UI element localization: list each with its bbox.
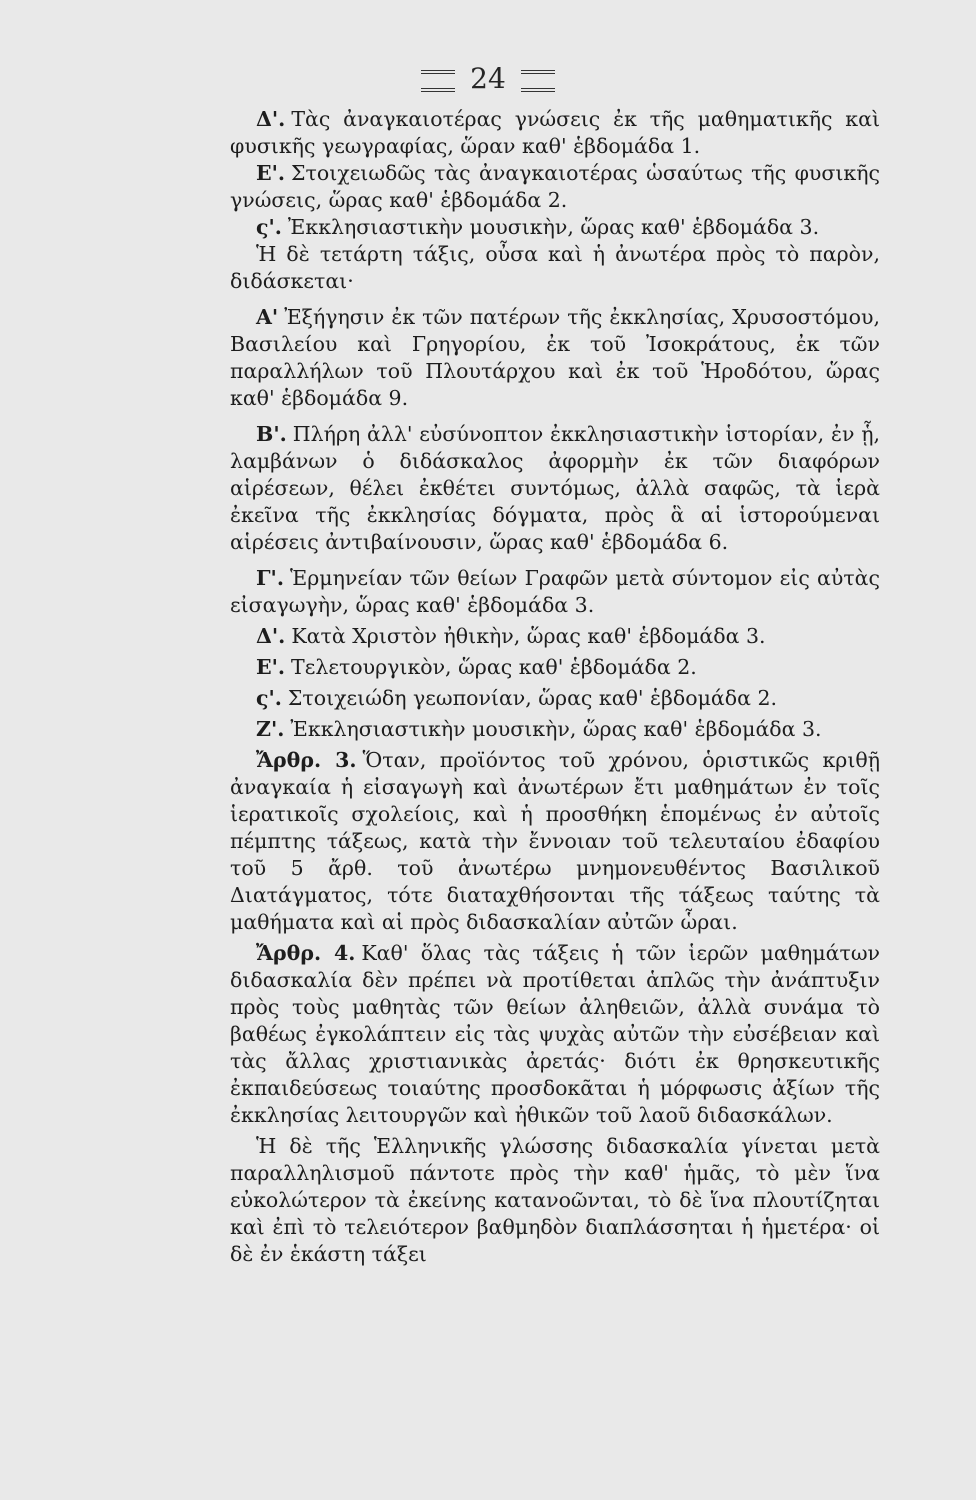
paragraph-label: ς'. xyxy=(256,215,282,239)
paragraph xyxy=(230,214,880,241)
page-number: 24 xyxy=(470,62,506,95)
paragraph-label: Δ'. xyxy=(256,624,286,648)
paragraph-text: Τὰς ἀναγκαιοτέρας γνώσεις ἐκ τῆς μαθηματικῆς καὶ φυσικῆς γεωγραφίας, ὥραν καθ' ἑβδομάδα 1. xyxy=(230,107,880,158)
paragraph-text: Ὅταν, προϊόντος τοῦ χρόνου, ὁριστικῶς κριθῇ ἀναγκαία ἡ εἰσαγωγὴ καὶ ἀνωτέρων ἔτι μαθημάτων ἐν τοῖς ἱερατικοῖς σχολείοις, καὶ ἡ προσθήκη ἑπομένως ἐν αὐτοῖς πέμπτης τάξεως, κατὰ τὴν ἔννοιαν τοῦ τελευταίου ἐδαφίου τοῦ 5 ἄρθ. τοῦ ἀνωτέρω μνημονευθέντος Βασιλικοῦ Διατάγματος, τότε διαταχθήσονται τῆς τάξεως ταύτης τὰ μαθήματα καὶ αἱ πρὸς διδασκαλίαν αὐτῶν ὧραι. xyxy=(230,748,880,934)
header-ornament-left xyxy=(421,70,455,92)
paragraph xyxy=(230,654,880,681)
paragraph-label: Γ'. xyxy=(256,566,284,590)
paragraph xyxy=(230,565,880,619)
paragraph-label: Ε'. xyxy=(256,161,286,185)
paragraph-label: Ἄρθρ. 4. xyxy=(256,941,356,965)
paragraph xyxy=(230,421,880,556)
paragraph xyxy=(230,160,880,214)
paragraph-text: Στοιχειώδη γεωπονίαν, ὥρας καθ' ἑβδομάδα 2. xyxy=(287,686,778,710)
body-text xyxy=(230,106,880,1268)
paragraph-label: Ἄρθρ. 3. xyxy=(256,748,357,772)
paragraph-text: Ἡ δὲ τετάρτη τάξις, οὖσα καὶ ἡ ἀνωτέρα πρὸς τὸ παρὸν, διδάσκεται· xyxy=(230,242,880,293)
paragraph xyxy=(230,940,880,1129)
paragraph xyxy=(230,747,880,936)
paragraph-text: Ἐκκλησιαστικὴν μουσικὴν, ὥρας καθ' ἑβδομάδα 3. xyxy=(290,717,822,741)
paragraph-text: Κατὰ Χριστὸν ἠθικὴν, ὥρας καθ' ἑβδομάδα 3. xyxy=(291,624,766,648)
paragraph-label: Α' xyxy=(256,305,279,329)
paragraph-label: Β'. xyxy=(256,422,287,446)
paragraph-label: ς'. xyxy=(256,686,282,710)
paragraph xyxy=(230,241,880,295)
paragraph xyxy=(230,623,880,650)
paragraph-text: Ἑρμηνείαν τῶν θείων Γραφῶν μετὰ σύντομον εἰς αὐτὰς εἰσαγωγὴν, ὥρας καθ' ἑβδομάδα 3. xyxy=(230,566,880,617)
paragraph-label: Ζ'. xyxy=(256,717,285,741)
paragraph xyxy=(230,106,880,160)
paragraph xyxy=(230,716,880,743)
page-header xyxy=(0,62,976,102)
paragraph-text: Στοιχειωδῶς τὰς ἀναγκαιοτέρας ὡσαύτως τῆς φυσικῆς γνώσεις, ὥρας καθ' ἑβδομάδα 2. xyxy=(230,161,880,212)
paragraph-label: Δ'. xyxy=(256,107,286,131)
paragraph xyxy=(230,1133,880,1268)
paragraph-text: Πλήρη ἀλλ' εὐσύνοπτον ἐκκλησιαστικὴν ἱστορίαν, ἐν ᾗ, λαμβάνων ὁ διδάσκαλος ἀφορμὴν ἐκ τῶν διαφόρων αἱρέσεων, θέλει ἐκθέτει συντόμως, ἀλλὰ σαφῶς, τὰ ἱερὰ ἐκεῖνα τῆς ἐκκλησίας δόγματα, πρὸς ἃ αἱ ἱστορούμεναι αἱρέσεις ἀντιβαίνουσιν, ὥρας καθ' ἑβδομάδα 6. xyxy=(230,422,880,554)
paragraph-label: Ε'. xyxy=(256,655,286,679)
paragraph-text: Ἐξήγησιν ἐκ τῶν πατέρων τῆς ἐκκλησίας, Χρυσοστόμου, Βασιλείου καὶ Γρηγορίου, ἐκ τοῦ Ἰσοκράτους, ἐκ τῶν παραλλήλων τοῦ Πλουτάρχου καὶ ἐκ τοῦ Ἡροδότου, ὥρας καθ' ἑβδομάδα 9. xyxy=(230,305,880,410)
paragraph-text: Καθ' ὅλας τὰς τάξεις ἡ τῶν ἱερῶν μαθημάτων διδασκαλία δὲν πρέπει νὰ προτίθεται ἁπλῶς τὴν ἀνάπτυξιν πρὸς τοὺς μαθητὰς τῶν θείων ἀληθειῶν, ἀλλὰ συνάμα τὸ βαθέως ἐγκολάπτειν εἰς τὰς ψυχὰς αὐτῶν τὴν εὐσέβειαν καὶ τὰς ἄλλας χριστιανικὰς ἀρετάς· διότι ἐκ θρησκευτικῆς ἐκπαιδεύσεως τοιαύτης προσδοκᾶται ἡ μόρφωσις ἀξίων τῆς ἐκκλησίας λειτουργῶν καὶ ἠθικῶν τοῦ λαοῦ διδασκάλων. xyxy=(230,941,881,1127)
paragraph-text: Ἡ δὲ τῆς Ἑλληνικῆς γλώσσης διδασκαλία γίνεται μετὰ παραλληλισμοῦ πάντοτε πρὸς τὴν καθ' ἡμᾶς, τὸ μὲν ἵνα εὐκολώτερον τὰ ἐκείνης κατανοῶνται, τὸ δὲ ἵνα πλουτίζηται καὶ ἐπὶ τὸ τελειότερον βαθμηδὸν διαπλάσσηται ἡ ἡμετέρα· οἱ δὲ ἐν ἑκάστη τάξει xyxy=(230,1134,880,1266)
paragraph xyxy=(230,685,880,712)
paragraph-text: Ἐκκλησιαστικὴν μουσικὴν, ὥρας καθ' ἑβδομάδα 3. xyxy=(287,215,820,239)
paragraph xyxy=(230,304,880,412)
header-ornament-right xyxy=(521,70,555,92)
paragraph-text: Τελετουργικὸν, ὥρας καθ' ἑβδομάδα 2. xyxy=(291,655,697,679)
